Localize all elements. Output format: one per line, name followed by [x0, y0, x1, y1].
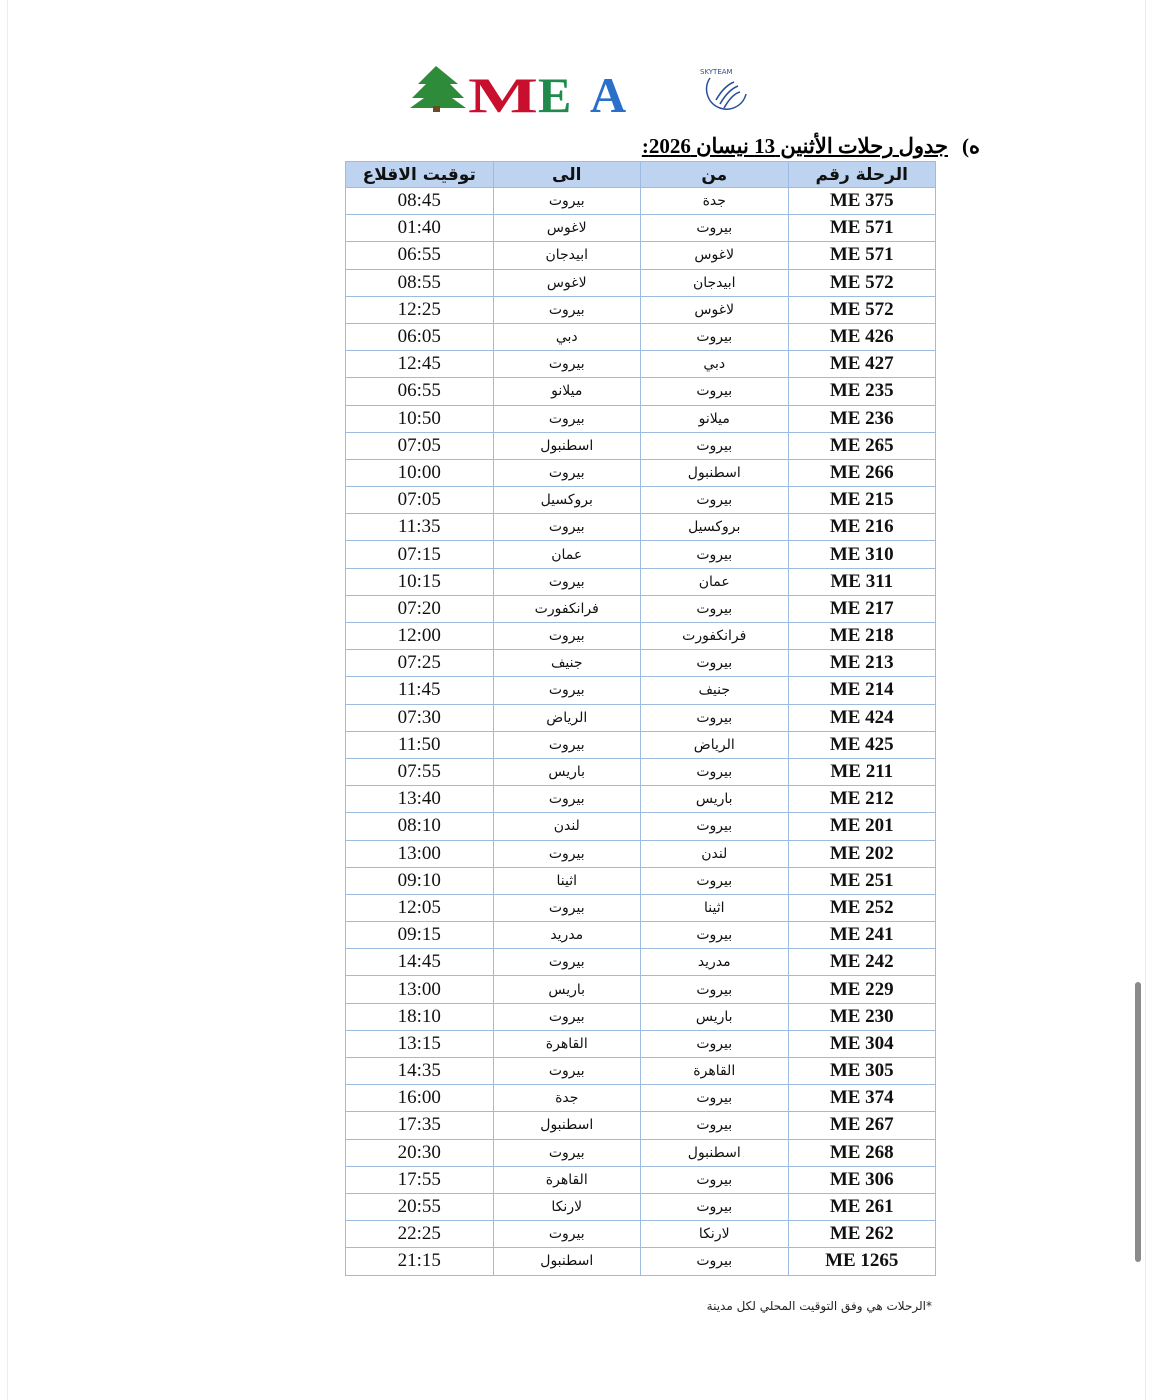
table-row — [346, 704, 936, 731]
to-cell: جنيف — [493, 650, 641, 677]
table-row — [346, 568, 936, 595]
from-cell: باريس — [641, 1003, 789, 1030]
flight-number-cell: ME 217 — [788, 595, 936, 622]
flight-number-cell: ME 236 — [788, 405, 936, 432]
to-cell: اسطنبول — [493, 1112, 641, 1139]
flight-number-cell: ME 262 — [788, 1221, 936, 1248]
flight-number-cell: ME 202 — [788, 840, 936, 867]
flight-number-cell: ME 235 — [788, 378, 936, 405]
table-row — [346, 296, 936, 323]
flight-number-cell: ME 572 — [788, 269, 936, 296]
flight-number-cell: ME 216 — [788, 514, 936, 541]
flight-number-cell: ME 242 — [788, 949, 936, 976]
to-cell: لندن — [493, 813, 641, 840]
flight-number-cell: ME 374 — [788, 1085, 936, 1112]
from-cell: جنيف — [641, 677, 789, 704]
from-cell: دبي — [641, 351, 789, 378]
svg-text:E: E — [538, 67, 572, 120]
table-row — [346, 188, 936, 215]
table-row — [346, 269, 936, 296]
header-to: الى — [493, 162, 641, 188]
flight-number-cell: ME 571 — [788, 242, 936, 269]
departure-time-cell: 09:10 — [346, 867, 494, 894]
table-row — [346, 731, 936, 758]
table-row — [346, 677, 936, 704]
flight-number-cell: ME 310 — [788, 541, 936, 568]
table-row — [346, 786, 936, 813]
table-row — [346, 1030, 936, 1057]
departure-time-cell: 01:40 — [346, 215, 494, 242]
to-cell: بيروت — [493, 188, 641, 215]
svg-text:A: A — [590, 67, 627, 120]
departure-time-cell: 13:15 — [346, 1030, 494, 1057]
to-cell: بيروت — [493, 568, 641, 595]
flight-number-cell: ME 251 — [788, 867, 936, 894]
flight-number-cell: ME 572 — [788, 296, 936, 323]
flight-number-cell: ME 212 — [788, 786, 936, 813]
departure-time-cell: 20:55 — [346, 1193, 494, 1220]
flight-number-cell: ME 426 — [788, 323, 936, 350]
to-cell: لاغوس — [493, 215, 641, 242]
departure-time-cell: 13:00 — [346, 840, 494, 867]
to-cell: باريس — [493, 976, 641, 1003]
table-row — [346, 459, 936, 486]
table-row — [346, 623, 936, 650]
table-row — [346, 242, 936, 269]
departure-time-cell: 11:35 — [346, 514, 494, 541]
departure-time-cell: 10:50 — [346, 405, 494, 432]
flight-number-cell: ME 311 — [788, 568, 936, 595]
to-cell: لارنكا — [493, 1193, 641, 1220]
departure-time-cell: 06:05 — [346, 323, 494, 350]
to-cell: بيروت — [493, 949, 641, 976]
flight-number-cell: ME 306 — [788, 1166, 936, 1193]
from-cell: بيروت — [641, 704, 789, 731]
flight-number-cell: ME 425 — [788, 731, 936, 758]
to-cell: بيروت — [493, 1139, 641, 1166]
table-row — [346, 1166, 936, 1193]
to-cell: بيروت — [493, 459, 641, 486]
to-cell: باريس — [493, 758, 641, 785]
flight-number-cell: ME 230 — [788, 1003, 936, 1030]
from-cell: لاغوس — [641, 242, 789, 269]
table-row — [346, 215, 936, 242]
to-cell: الرياض — [493, 704, 641, 731]
flight-number-cell: ME 229 — [788, 976, 936, 1003]
flight-number-cell: ME 1265 — [788, 1248, 936, 1275]
from-cell: بيروت — [641, 432, 789, 459]
flight-number-cell: ME 252 — [788, 894, 936, 921]
table-row — [346, 351, 936, 378]
skyteam-icon — [700, 68, 746, 109]
table-row — [346, 840, 936, 867]
to-cell: بيروت — [493, 296, 641, 323]
flight-number-cell: ME 304 — [788, 1030, 936, 1057]
table-row — [346, 949, 936, 976]
flight-number-cell: ME 427 — [788, 351, 936, 378]
flight-number-cell: ME 265 — [788, 432, 936, 459]
departure-time-cell: 07:15 — [346, 541, 494, 568]
to-cell: دبي — [493, 323, 641, 350]
departure-time-cell: 08:45 — [346, 188, 494, 215]
departure-time-cell: 07:05 — [346, 432, 494, 459]
table-row — [346, 1085, 936, 1112]
departure-time-cell: 21:15 — [346, 1248, 494, 1275]
table-row — [346, 378, 936, 405]
to-cell: فرانكفورت — [493, 595, 641, 622]
to-cell: القاهرة — [493, 1166, 641, 1193]
table-row — [346, 1139, 936, 1166]
table-row — [346, 976, 936, 1003]
flight-number-cell: ME 211 — [788, 758, 936, 785]
to-cell: بيروت — [493, 514, 641, 541]
table-row — [346, 758, 936, 785]
table-row — [346, 1193, 936, 1220]
from-cell: لاغوس — [641, 296, 789, 323]
from-cell: الرياض — [641, 731, 789, 758]
from-cell: بيروت — [641, 1166, 789, 1193]
flight-number-cell: ME 305 — [788, 1058, 936, 1085]
from-cell: بيروت — [641, 323, 789, 350]
to-cell: القاهرة — [493, 1030, 641, 1057]
from-cell: بيروت — [641, 976, 789, 1003]
departure-time-cell: 11:50 — [346, 731, 494, 758]
departure-time-cell: 07:20 — [346, 595, 494, 622]
departure-time-cell: 07:55 — [346, 758, 494, 785]
footnote: *الرحلات هي وفق التوقيت المحلي لكل مدينة — [706, 1299, 932, 1313]
from-cell: عمان — [641, 568, 789, 595]
vertical-scrollbar[interactable] — [1135, 982, 1141, 1262]
flight-number-cell: ME 571 — [788, 215, 936, 242]
table-row — [346, 813, 936, 840]
flight-number-cell: ME 218 — [788, 623, 936, 650]
to-cell: بيروت — [493, 894, 641, 921]
from-cell: فرانكفورت — [641, 623, 789, 650]
from-cell: ميلانو — [641, 405, 789, 432]
departure-time-cell: 09:15 — [346, 922, 494, 949]
flight-number-cell: ME 268 — [788, 1139, 936, 1166]
flight-number-cell: ME 261 — [788, 1193, 936, 1220]
from-cell: بيروت — [641, 1112, 789, 1139]
departure-time-cell: 13:00 — [346, 976, 494, 1003]
departure-time-cell: 18:10 — [346, 1003, 494, 1030]
page-edge-left — [7, 0, 8, 1400]
from-cell: مدريد — [641, 949, 789, 976]
header-departure-time: توقيت الاقلاع — [346, 162, 494, 188]
from-cell: اسطنبول — [641, 1139, 789, 1166]
departure-time-cell: 06:55 — [346, 378, 494, 405]
header-flight-number: الرحلة رقم — [788, 162, 936, 188]
mea-logo — [410, 64, 750, 120]
flight-number-cell: ME 215 — [788, 487, 936, 514]
departure-time-cell: 12:25 — [346, 296, 494, 323]
to-cell: بيروت — [493, 677, 641, 704]
from-cell: بروكسيل — [641, 514, 789, 541]
table-row — [346, 1058, 936, 1085]
table-row — [346, 541, 936, 568]
departure-time-cell: 08:55 — [346, 269, 494, 296]
departure-time-cell: 17:35 — [346, 1112, 494, 1139]
from-cell: لندن — [641, 840, 789, 867]
flight-number-cell: ME 375 — [788, 188, 936, 215]
to-cell: بيروت — [493, 405, 641, 432]
departure-time-cell: 14:35 — [346, 1058, 494, 1085]
table-row — [346, 487, 936, 514]
to-cell: جدة — [493, 1085, 641, 1112]
table-row — [346, 1112, 936, 1139]
from-cell: بيروت — [641, 378, 789, 405]
svg-text:SKYTEAM: SKYTEAM — [700, 68, 733, 76]
table-row — [346, 595, 936, 622]
from-cell: بيروت — [641, 1193, 789, 1220]
table-row — [346, 922, 936, 949]
from-cell: بيروت — [641, 487, 789, 514]
departure-time-cell: 13:40 — [346, 786, 494, 813]
table-row — [346, 514, 936, 541]
table-row — [346, 1221, 936, 1248]
to-cell: بيروت — [493, 731, 641, 758]
flight-number-cell: ME 214 — [788, 677, 936, 704]
from-cell: بيروت — [641, 595, 789, 622]
table-row — [346, 894, 936, 921]
flight-number-cell: ME 241 — [788, 922, 936, 949]
table-row — [346, 650, 936, 677]
from-cell: جدة — [641, 188, 789, 215]
to-cell: لاغوس — [493, 269, 641, 296]
from-cell: القاهرة — [641, 1058, 789, 1085]
departure-time-cell: 10:15 — [346, 568, 494, 595]
from-cell: لارنكا — [641, 1221, 789, 1248]
to-cell: مدريد — [493, 922, 641, 949]
from-cell: بيروت — [641, 541, 789, 568]
table-row — [346, 405, 936, 432]
from-cell: بيروت — [641, 922, 789, 949]
from-cell: باريس — [641, 786, 789, 813]
from-cell: بيروت — [641, 867, 789, 894]
flight-number-cell: ME 213 — [788, 650, 936, 677]
to-cell: اسطنبول — [493, 1248, 641, 1275]
from-cell: بيروت — [641, 813, 789, 840]
to-cell: ميلانو — [493, 378, 641, 405]
table-row — [346, 867, 936, 894]
from-cell: اثينا — [641, 894, 789, 921]
table-header-row — [346, 162, 936, 188]
departure-time-cell: 12:05 — [346, 894, 494, 921]
flight-number-cell: ME 201 — [788, 813, 936, 840]
from-cell: بيروت — [641, 758, 789, 785]
flight-number-cell: ME 266 — [788, 459, 936, 486]
table-row — [346, 432, 936, 459]
to-cell: عمان — [493, 541, 641, 568]
to-cell: اثينا — [493, 867, 641, 894]
to-cell: بيروت — [493, 623, 641, 650]
to-cell: بروكسيل — [493, 487, 641, 514]
title-text: جدول رحلات الأثنين 13 نيسان 2026: — [641, 134, 948, 158]
to-cell: اسطنبول — [493, 432, 641, 459]
departure-time-cell: 08:10 — [346, 813, 494, 840]
table-row — [346, 1248, 936, 1275]
to-cell: بيروت — [493, 351, 641, 378]
from-cell: بيروت — [641, 650, 789, 677]
cedar-tree-icon — [410, 66, 466, 112]
departure-time-cell: 16:00 — [346, 1085, 494, 1112]
to-cell: ابيدجان — [493, 242, 641, 269]
departure-time-cell: 10:00 — [346, 459, 494, 486]
departure-time-cell: 11:45 — [346, 677, 494, 704]
from-cell: بيروت — [641, 1085, 789, 1112]
departure-time-cell: 12:00 — [346, 623, 494, 650]
departure-time-cell: 12:45 — [346, 351, 494, 378]
header-from: من — [641, 162, 789, 188]
flight-number-cell: ME 424 — [788, 704, 936, 731]
departure-time-cell: 22:25 — [346, 1221, 494, 1248]
departure-time-cell: 07:30 — [346, 704, 494, 731]
to-cell: بيروت — [493, 1058, 641, 1085]
to-cell: بيروت — [493, 1221, 641, 1248]
from-cell: اسطنبول — [641, 459, 789, 486]
departure-time-cell: 07:05 — [346, 487, 494, 514]
departure-time-cell: 17:55 — [346, 1166, 494, 1193]
departure-time-cell: 07:25 — [346, 650, 494, 677]
to-cell: بيروت — [493, 840, 641, 867]
flight-schedule-table — [345, 161, 936, 1276]
flight-number-cell: ME 267 — [788, 1112, 936, 1139]
departure-time-cell: 20:30 — [346, 1139, 494, 1166]
table-row — [346, 1003, 936, 1030]
to-cell: بيروت — [493, 1003, 641, 1030]
to-cell: بيروت — [493, 786, 641, 813]
schedule-title — [640, 134, 980, 159]
svg-text:M: M — [468, 67, 538, 120]
departure-time-cell: 14:45 — [346, 949, 494, 976]
section-number: ه) — [962, 134, 980, 158]
departure-time-cell: 06:55 — [346, 242, 494, 269]
from-cell: بيروت — [641, 1030, 789, 1057]
from-cell: بيروت — [641, 215, 789, 242]
from-cell: بيروت — [641, 1248, 789, 1275]
from-cell: ابيدجان — [641, 269, 789, 296]
table-row — [346, 323, 936, 350]
page-edge-right — [1145, 0, 1146, 1400]
